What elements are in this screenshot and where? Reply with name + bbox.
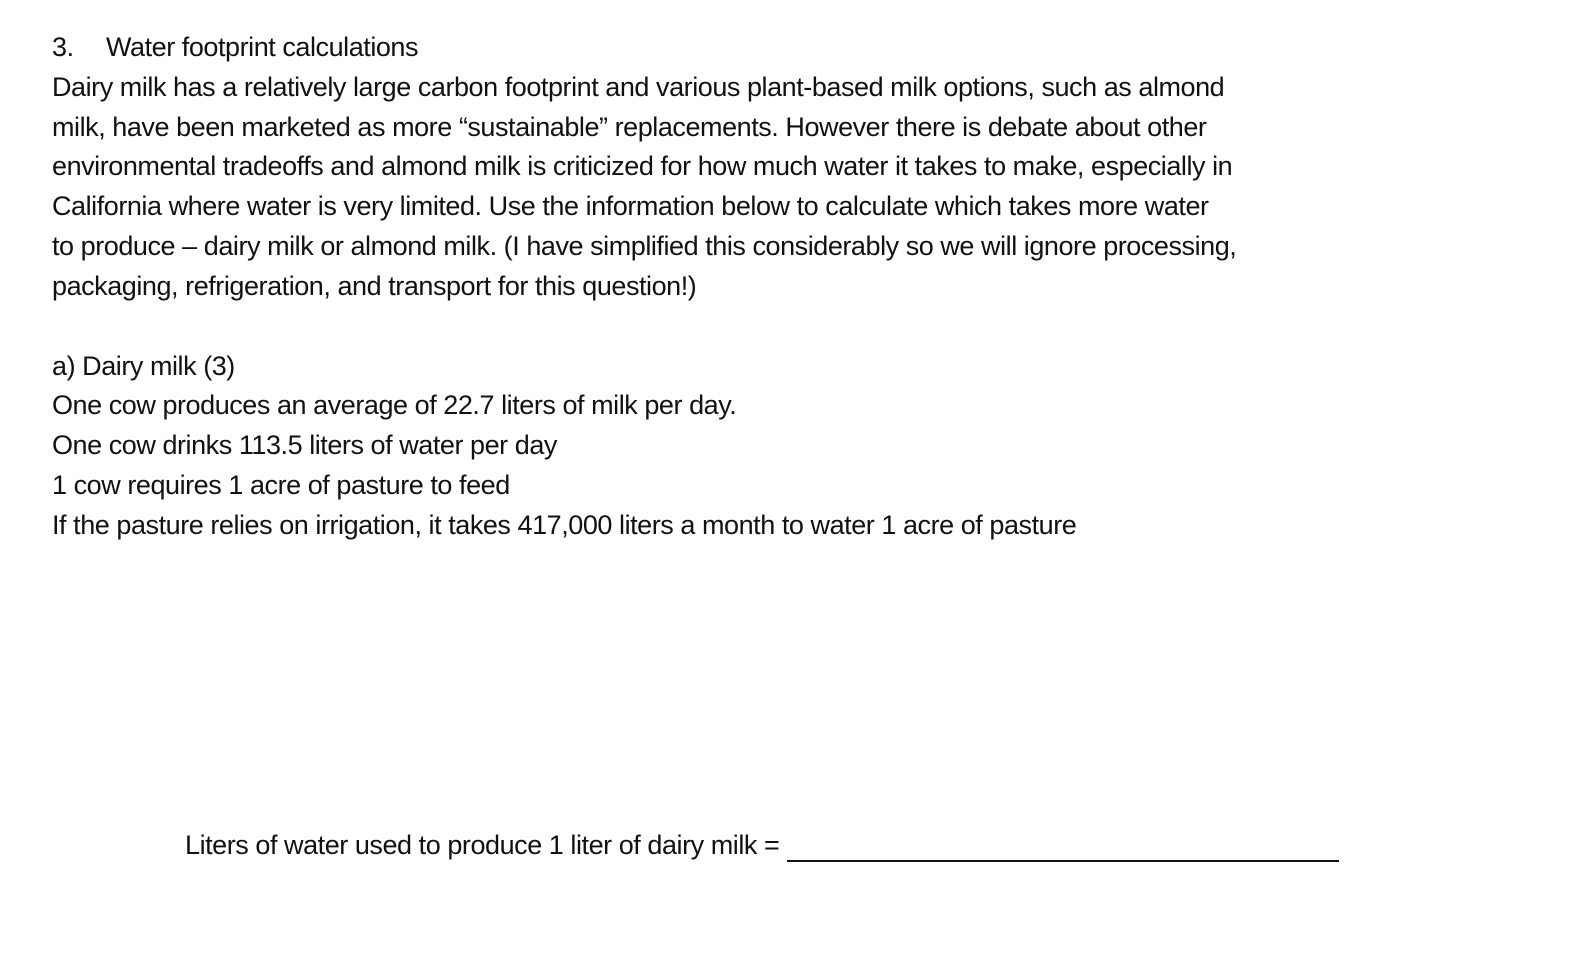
- part-a-fact: One cow drinks 113.5 liters of water per day: [52, 430, 557, 461]
- answer-row: [185, 826, 1339, 865]
- question-title: Water footprint calculations: [106, 32, 419, 62]
- intro-line: California where water is very limited. Use the information below to calculate which takes more water: [52, 191, 1209, 222]
- intro-line: packaging, refrigeration, and transport for this question!): [52, 270, 697, 301]
- intro-line: Dairy milk has a relatively large carbon footprint and various plant-based milk options, such as almond: [52, 71, 1225, 102]
- answer-blank-line[interactable]: [787, 832, 1339, 862]
- part-a-fact: If the pasture relies on irrigation, it takes 417,000 liters a month to water 1 acre of pasture: [52, 509, 1077, 540]
- question-heading: [52, 28, 1492, 68]
- answer-label: Liters of water used to produce 1 liter of dairy milk =: [185, 830, 780, 860]
- question-number: 3.: [52, 32, 74, 62]
- intro-line: to produce – dairy milk or almond milk. (I have simplified this considerably so we will ignore processing,: [52, 230, 1237, 261]
- paragraph-spacer: [52, 307, 1492, 347]
- part-a-fact: One cow produces an average of 22.7 liters of milk per day.: [52, 390, 737, 421]
- question-intro: [52, 68, 1492, 307]
- part-a-title: a) Dairy milk (3): [52, 350, 235, 381]
- intro-line: milk, have been marketed as more “sustainable” replacements. However there is debate about other: [52, 111, 1207, 142]
- worksheet-page: [52, 28, 1492, 546]
- part-a-section: [52, 347, 1492, 546]
- intro-line: environmental tradeoffs and almond milk is criticized for how much water it takes to make, especially in: [52, 151, 1233, 182]
- part-a-fact: 1 cow requires 1 acre of pasture to feed: [52, 469, 510, 500]
